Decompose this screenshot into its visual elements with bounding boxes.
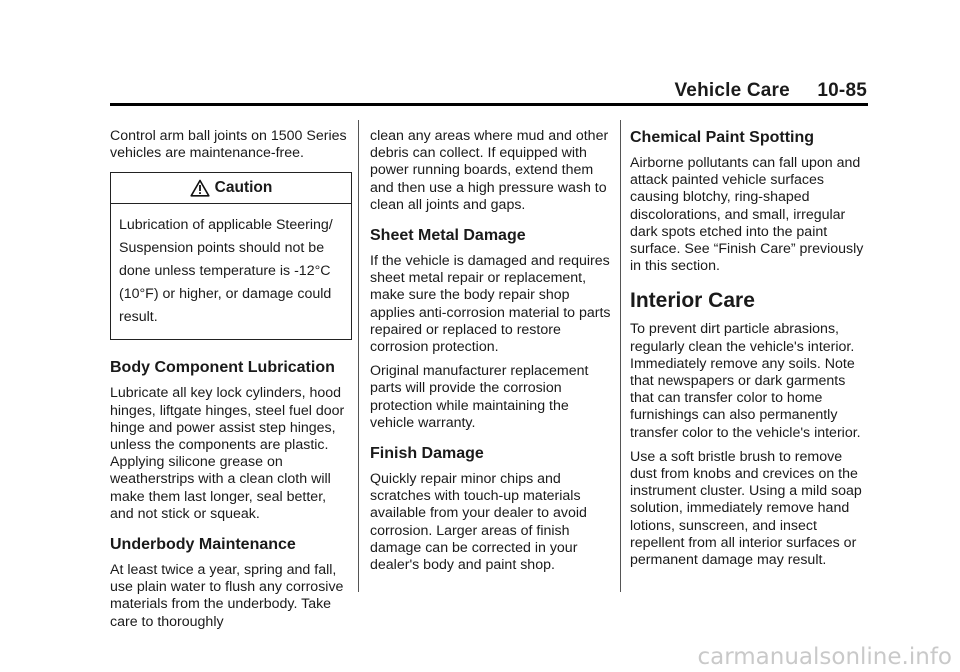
sheet-metal-paragraph-2: Original manufacturer replacement parts will provide the corrosion protection while maintaining the vehicle warranty.	[370, 363, 589, 431]
body-lubrication-paragraph: Lubricate all key lock cylinders, hood hinges, liftgate hinges, steel fuel door hinge and power assist step hinges, unless the components are plastic. Applying silicone grease on weatherstrips with a clean cloth will make them last longer, seal better, and not stick or squeak.	[110, 385, 345, 522]
sheet-metal-paragraph-1: If the vehicle is damaged and requires sheet metal repair or replacement, make sure the body repair shop applies anti-corrosion material to parts repaired or replaced to restore corrosion protection.	[370, 253, 611, 356]
heading-finish-damage: Finish Damage	[370, 445, 484, 463]
column-1	[110, 128, 352, 638]
header-rule	[110, 103, 868, 106]
section-title: Vehicle Care	[674, 80, 790, 101]
column-2	[370, 128, 612, 581]
page-header	[674, 80, 867, 102]
heading-chemical-paint-spotting: Chemical Paint Spotting	[630, 129, 815, 146]
heading-underbody-maintenance: Underbody Maintenance	[110, 536, 296, 554]
intro-paragraph: Control arm ball joints on 1500 Series vehicles are maintenance-free.	[110, 128, 347, 162]
heading-body-component-lubrication: Body Component Lubrication	[110, 359, 335, 377]
warning-triangle-icon	[190, 179, 210, 197]
caution-box	[110, 172, 352, 340]
heading-interior-care: Interior Care	[630, 289, 755, 313]
finish-damage-paragraph: Quickly repair minor chips and scratches with touch-up materials available from your dealer to avoid corrosion. Larger areas of finish damage can be corrected in your dealer's body and paint shop.	[370, 471, 587, 574]
underbody-continued-paragraph: clean any areas where mud and other debris can collect. If equipped with power running boards, extend them and then use a high pressure wash to clean all joints and gaps.	[370, 128, 609, 213]
caution-title: Caution	[214, 179, 273, 197]
interior-care-paragraph-1: To prevent dirt particle abrasions, regularly clean the vehicle's interior. Immediately remove any soils. Note that newspapers or dark garments that can transfer color to home furnishings can also permanently transfer color to the vehicle's interior.	[630, 321, 861, 441]
underbody-paragraph: At least twice a year, spring and fall, use plain water to flush any corrosive materials from the underbody. Take care to thoroughly	[110, 562, 344, 630]
page-number: 10-85	[817, 80, 867, 101]
caution-text: Lubrication of applicable Steering/ Suspension points should not be done unless temperature is -12°C (10°F) or higher, or damage could result.	[119, 217, 333, 326]
caution-header	[111, 179, 351, 204]
heading-sheet-metal-damage: Sheet Metal Damage	[370, 227, 526, 245]
column-divider-2	[620, 120, 621, 592]
column-3	[630, 128, 872, 576]
interior-care-paragraph-2: Use a soft bristle brush to remove dust from knobs and crevices on the instrument cluster. Using a mild soap solution, immediately remove hand lotions, sunscreen, and insect repellent from all interior surfaces or permanent damage may result.	[630, 448, 862, 569]
column-divider-1	[358, 120, 359, 592]
chemical-paint-paragraph: Airborne pollutants can fall upon and attack painted vehicle surfaces causing blotchy, ring-shaped discolorations, and small, irregular dark spots etched into the paint surface. See “Finish Care” previously in this section.	[630, 155, 864, 275]
watermark: carmanualsonline.info	[697, 644, 952, 670]
